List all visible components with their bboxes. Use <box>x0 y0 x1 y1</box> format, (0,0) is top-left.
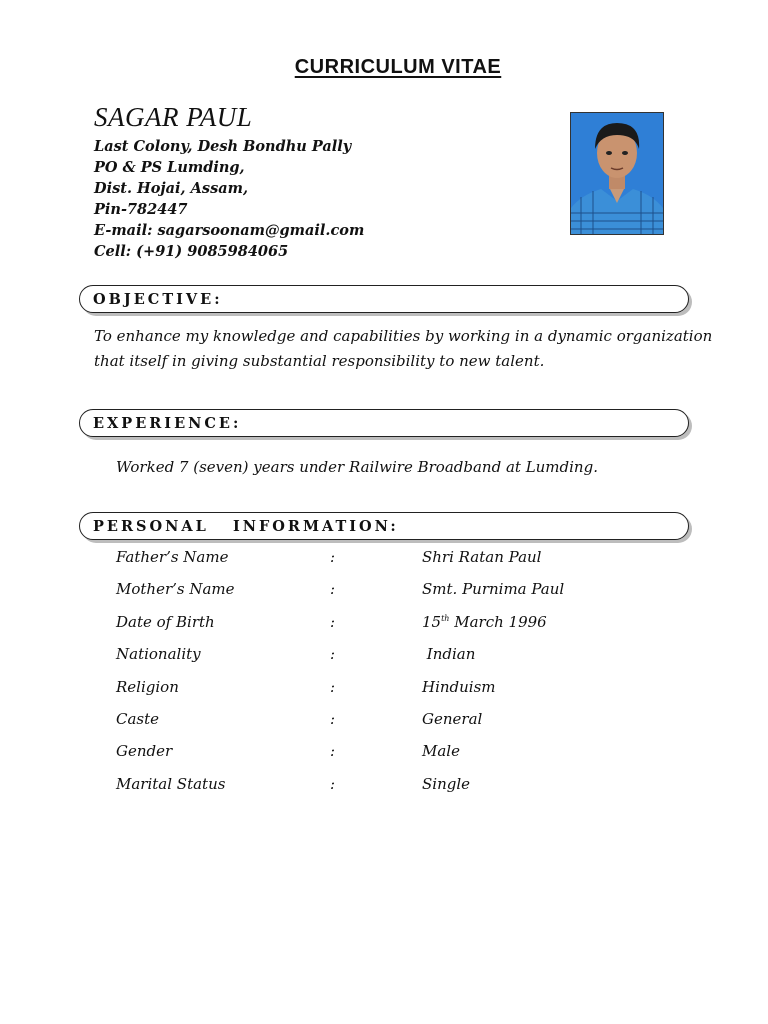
dob-day: 15 <box>422 612 442 631</box>
info-separator: : <box>330 677 336 696</box>
info-value <box>422 613 547 631</box>
candidate-name: SAGAR PAUL <box>94 102 253 132</box>
info-label: Marital Status <box>116 774 226 793</box>
info-label: Caste <box>116 709 160 728</box>
info-value: Male <box>422 742 460 761</box>
info-value: Smt. Purnima Paul <box>422 580 565 599</box>
personal-info-header-bar <box>79 512 689 540</box>
info-label: Father’s Name <box>116 548 229 566</box>
experience-heading: EXPERIENCE: <box>93 415 242 432</box>
document-title: CURRICULUM VITAE <box>294 56 502 78</box>
objective-text: To enhance my knowledge and capabilities by working in a dynamic organization that itself in giving substantial responsibility to new talent. <box>94 327 713 370</box>
phone-line: Cell: (+91) 9085984065 <box>94 243 289 260</box>
portrait-illustration <box>571 113 663 234</box>
info-value: Indian <box>422 645 476 664</box>
info-label: Gender <box>116 742 173 761</box>
objective-heading: OBJECTIVE: <box>93 291 223 308</box>
info-label: Nationality <box>116 645 201 664</box>
address-line: PO & PS Lumding, <box>94 159 245 176</box>
address-line: Pin-782447 <box>94 201 188 218</box>
info-label: Religion <box>116 677 179 696</box>
info-separator: : <box>330 580 336 599</box>
profile-photo <box>570 112 664 235</box>
info-label: Mother’s Name <box>116 580 235 599</box>
info-value: Hinduism <box>422 677 496 696</box>
experience-header-bar <box>79 409 689 437</box>
personal-info-heading: PERSONAL INFORMATION: <box>93 518 399 535</box>
objective-header-bar <box>79 285 689 313</box>
info-separator: : <box>330 612 336 631</box>
experience-text: Worked 7 (seven) years under Railwire Broadband at Lumding. <box>116 458 598 476</box>
contact-block <box>94 136 364 262</box>
info-separator: : <box>330 774 336 793</box>
info-value: Shri Ratan Paul <box>422 548 542 566</box>
address-line: Last Colony, Desh Bondhu Pally <box>94 138 352 155</box>
info-separator: : <box>330 742 336 761</box>
info-separator: : <box>330 709 336 728</box>
email-line: E-mail: sagarsoonam@gmail.com <box>94 222 365 239</box>
dob-ordinal: th <box>441 613 450 623</box>
info-value: General <box>422 709 483 728</box>
info-separator: : <box>330 548 336 566</box>
address-line: Dist. Hojai, Assam, <box>94 180 249 197</box>
info-label: Date of Birth <box>116 612 215 631</box>
info-separator: : <box>330 645 336 664</box>
info-value: Single <box>422 774 471 793</box>
dob-month-year: March 1996 <box>449 612 547 631</box>
